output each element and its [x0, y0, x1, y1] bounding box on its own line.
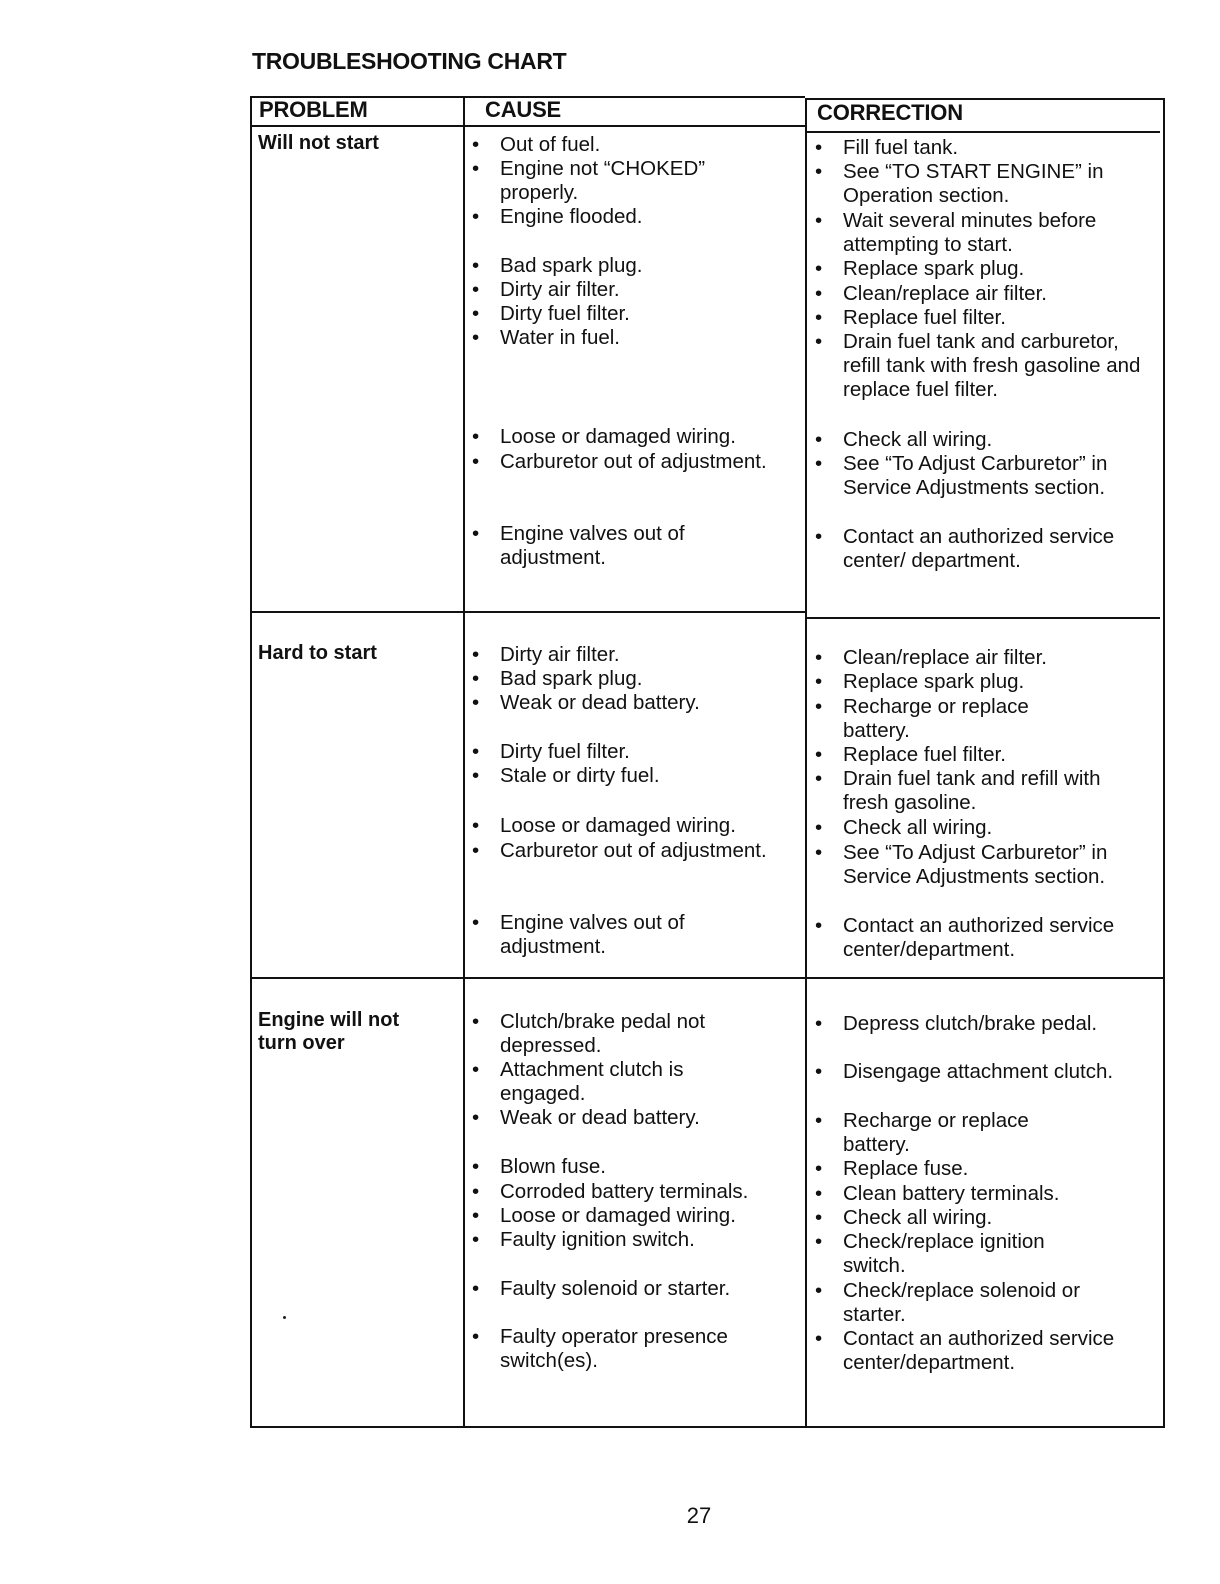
cause-item: • Loose or damaged wiring.	[472, 425, 830, 449]
cause-item: • Bad spark plug.	[472, 667, 830, 691]
cause-item: • Clutch/brake pedal not depressed.	[472, 1010, 770, 1058]
cause-item: • Faulty ignition switch.	[472, 1228, 830, 1252]
cause-item: • Corroded battery terminals.	[472, 1180, 830, 1204]
correction-item: • Replace spark plug.	[815, 670, 1183, 694]
header-correction: CORRECTION	[817, 100, 963, 125]
cause-item: • Dirty air filter.	[472, 278, 830, 302]
cause-item: • Weak or dead battery.	[472, 691, 830, 715]
correction-item: • Clean/replace air filter.	[815, 282, 1183, 306]
header-problem: PROBLEM	[259, 97, 368, 122]
table-bottom-border	[250, 1426, 1165, 1428]
header-underline-left	[250, 125, 805, 127]
cause-item: • Blown fuse.	[472, 1155, 830, 1179]
cause-item: • Loose or damaged wiring.	[472, 1204, 830, 1228]
cause-item: • Engine not “CHOKED” properly.	[472, 157, 770, 205]
problem-hard-to-start: Hard to start	[258, 642, 377, 664]
correction-item: • Recharge or replace battery.	[815, 695, 1093, 743]
correction-item: • Contact an authorized service center/department.	[815, 1327, 1143, 1375]
correction-item: • Fill fuel tank.	[815, 136, 1183, 160]
correction-item: • Recharge or replace battery.	[815, 1109, 1093, 1157]
cause-item: • Stale or dirty fuel.	[472, 764, 830, 788]
header-cause: CAUSE	[485, 97, 562, 122]
correction-item: • Replace fuel filter.	[815, 306, 1183, 330]
cause-item: • Dirty fuel filter.	[472, 302, 830, 326]
stray-mark	[283, 1316, 286, 1319]
cause-item: • Attachment clutch is engaged.	[472, 1058, 750, 1106]
cause-item: • Engine valves out of adjustment.	[472, 522, 750, 570]
cause-item: • Faulty solenoid or starter.	[472, 1277, 830, 1301]
correction-item: • Check all wiring.	[815, 428, 1183, 452]
page-title: TROUBLESHOOTING CHART	[252, 48, 567, 74]
cause-item: • Water in fuel.	[472, 326, 830, 350]
problem-will-not-start: Will not start	[258, 132, 379, 154]
section-divider-1	[250, 611, 805, 613]
correction-item: • Clean/replace air filter.	[815, 646, 1183, 670]
cause-item: • Bad spark plug.	[472, 254, 830, 278]
correction-item: • Replace fuel filter.	[815, 743, 1183, 767]
section-divider-1-right	[805, 617, 1160, 619]
correction-item: • Drain fuel tank and carburetor, refill tank with fresh gasoline and replace fuel filter.	[815, 330, 1153, 402]
column-divider-cause	[463, 96, 465, 1428]
correction-item: • See “To Adjust Carburetor” in Service Adjustments section.	[815, 841, 1138, 889]
cause-item: • Faulty operator presence switch(es).	[472, 1325, 790, 1373]
correction-item: • Depress clutch/brake pedal.	[815, 1012, 1103, 1036]
cause-item: • Dirty fuel filter.	[472, 740, 830, 764]
cause-item: • Out of fuel.	[472, 133, 830, 157]
correction-item: • Check all wiring.	[815, 1206, 1183, 1230]
cause-item: • Engine flooded.	[472, 205, 830, 229]
correction-item: • See “TO START ENGINE” in Operation section.	[815, 160, 1143, 208]
page-number: 27	[686, 1503, 712, 1528]
cause-item: • Weak or dead battery.	[472, 1106, 830, 1130]
correction-item: • Replace spark plug.	[815, 257, 1183, 281]
problem-engine-will-not-turn-over: Engine will not turn over	[258, 1009, 400, 1054]
correction-item: • Wait several minutes before attempting to start.	[815, 209, 1143, 257]
correction-item: • Clean battery terminals.	[815, 1182, 1183, 1206]
correction-item: • Disengage attachment clutch.	[815, 1060, 1133, 1084]
cause-item: • Carburetor out of adjustment.	[472, 450, 830, 474]
table-left-border	[250, 96, 252, 1428]
cause-item: • Loose or damaged wiring.	[472, 814, 830, 838]
correction-item: • Check/replace ignition switch.	[815, 1230, 1113, 1278]
cause-item: • Engine valves out of adjustment.	[472, 911, 750, 959]
correction-item: • Replace fuse.	[815, 1157, 1183, 1181]
header-underline-right	[805, 131, 1160, 133]
cause-item: • Dirty air filter.	[472, 643, 830, 667]
correction-item: • Contact an authorized service center/department.	[815, 914, 1143, 962]
correction-item: • Check all wiring.	[815, 816, 1183, 840]
section-divider-2	[250, 977, 1165, 979]
correction-item: • Contact an authorized service center/ department.	[815, 525, 1143, 573]
cause-item: • Carburetor out of adjustment.	[472, 839, 830, 863]
correction-item: • Drain fuel tank and refill with fresh gasoline.	[815, 767, 1123, 815]
correction-item: • See “To Adjust Carburetor” in Service Adjustments section.	[815, 452, 1138, 500]
correction-item: • Check/replace solenoid or starter.	[815, 1279, 1143, 1327]
